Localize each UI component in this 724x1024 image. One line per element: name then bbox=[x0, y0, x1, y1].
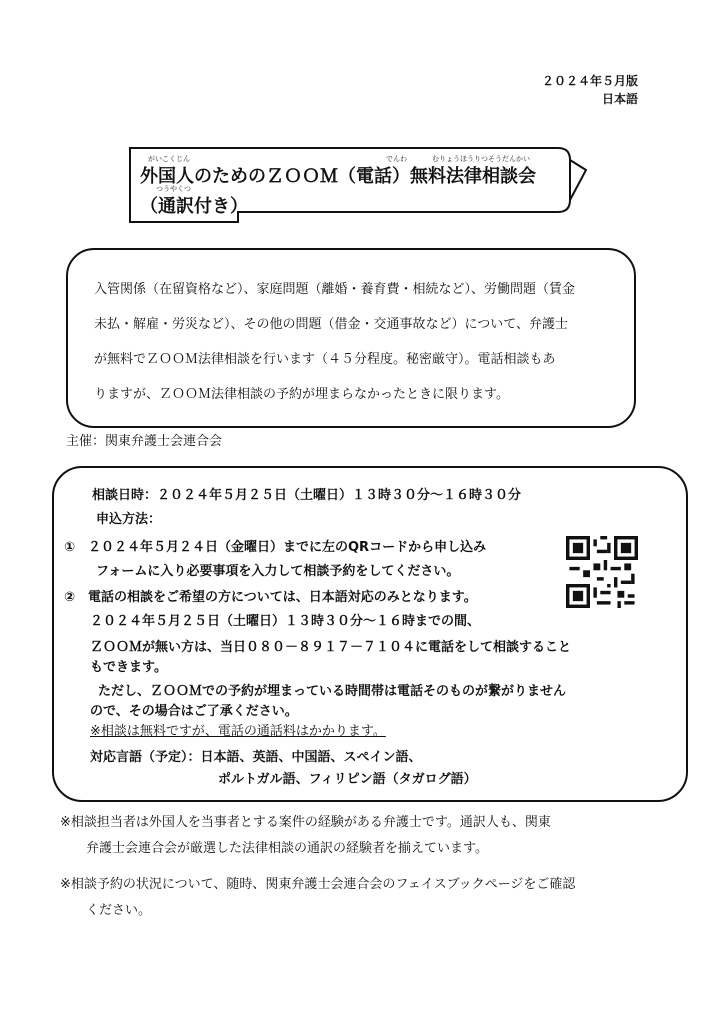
page-subtitle: （通訳付き） bbox=[140, 196, 248, 217]
caution-line-a: ただし、ＺＯＯＭでの予約が埋まっている時間帯は電話そのものが繋がりません bbox=[98, 684, 567, 699]
free-note: ※相談は無料ですが、電話の通話料はかかります。 bbox=[90, 724, 386, 739]
ruby-muryou: むりょうほうりつそうだんかい bbox=[432, 155, 530, 163]
apply-method-label: 申込方法： bbox=[96, 512, 162, 527]
step-1-line-a: ① ２０２４年５月２４日（金曜日）までに左のQRコードから申し込み bbox=[64, 540, 487, 555]
intro-line: 未払・解雇・労災など）、その他の問題（借金・交通事故など）について、弁護士 bbox=[94, 317, 568, 332]
intro-line: りますが、ＺＯＯＭ法律相談の予約が埋まらなかったときに限ります。 bbox=[94, 387, 509, 402]
caution-line-b: ので、その場合はご了承ください。 bbox=[90, 704, 298, 719]
footnote-line: ※相談担当者は外国人を当事者とする案件の経験がある弁護士です。通訳人も、関東 bbox=[60, 815, 551, 830]
step-1-line-b: フォームに入り必要事項を入力して相談予約をしてください。 bbox=[96, 564, 460, 579]
page-title: 外国人のためのＺＯＯＭ（電話）無料法律相談会 bbox=[140, 166, 536, 187]
host-organizer: 主催：関東弁護士会連合会 bbox=[66, 434, 223, 449]
footnote-line: ※相談予約の状況について、随時、関東弁護士会連合会のフェイスブックページをご確認 bbox=[60, 877, 576, 892]
languages-line-b: ポルトガル語、フィリピン語（タガログ語） bbox=[218, 772, 477, 787]
languages-line-a: 対応言語（予定）：日本語、英語、中国語、スペイン語、 bbox=[90, 750, 422, 765]
intro-text bbox=[94, 272, 614, 412]
edition-date: ２０２４年５月版 bbox=[541, 74, 638, 88]
edition-language: 日本語 bbox=[601, 92, 638, 106]
ruby-denwa: でんわ bbox=[386, 155, 407, 163]
edition-info bbox=[542, 72, 638, 108]
intro-line: 入管関係（在留資格など）、家庭問題（離婚・養育費・相続など）、労働問題（賃金 bbox=[94, 282, 576, 297]
qr-code-icon[interactable] bbox=[566, 536, 638, 608]
footnote-line: ください。 bbox=[86, 903, 152, 918]
ruby-gaikokujin: がいこくじん bbox=[148, 155, 190, 163]
footnotes bbox=[60, 810, 700, 924]
ruby-tsuyakutsuki: つうやくつ bbox=[156, 185, 191, 193]
step-2-line-c: ＺＯＯＭが無い方は、当日０８０－８９１７－７１０４に電話をして相談すること bbox=[90, 640, 572, 655]
step-2-line-b: ２０２４年５月２５日（土曜日）１３時３０分～１６時までの間、 bbox=[90, 614, 481, 629]
consultation-date: 相談日時：２０２４年５月２５日（土曜日）１３時３０分～１６時３０分 bbox=[92, 488, 522, 503]
step-2-line-a: ② 電話の相談をご希望の方については、日本語対応のみとなります。 bbox=[64, 590, 477, 605]
step-2-line-d: もできます。 bbox=[90, 660, 167, 675]
intro-line: が無料でＺＯＯＭ法律相談を行います（４５分程度。秘密厳守）。電話相談もあ bbox=[94, 352, 556, 367]
footnote-line: 弁護士会連合会が厳選した法律相談の通訳の経験者を揃えています。 bbox=[86, 841, 488, 856]
